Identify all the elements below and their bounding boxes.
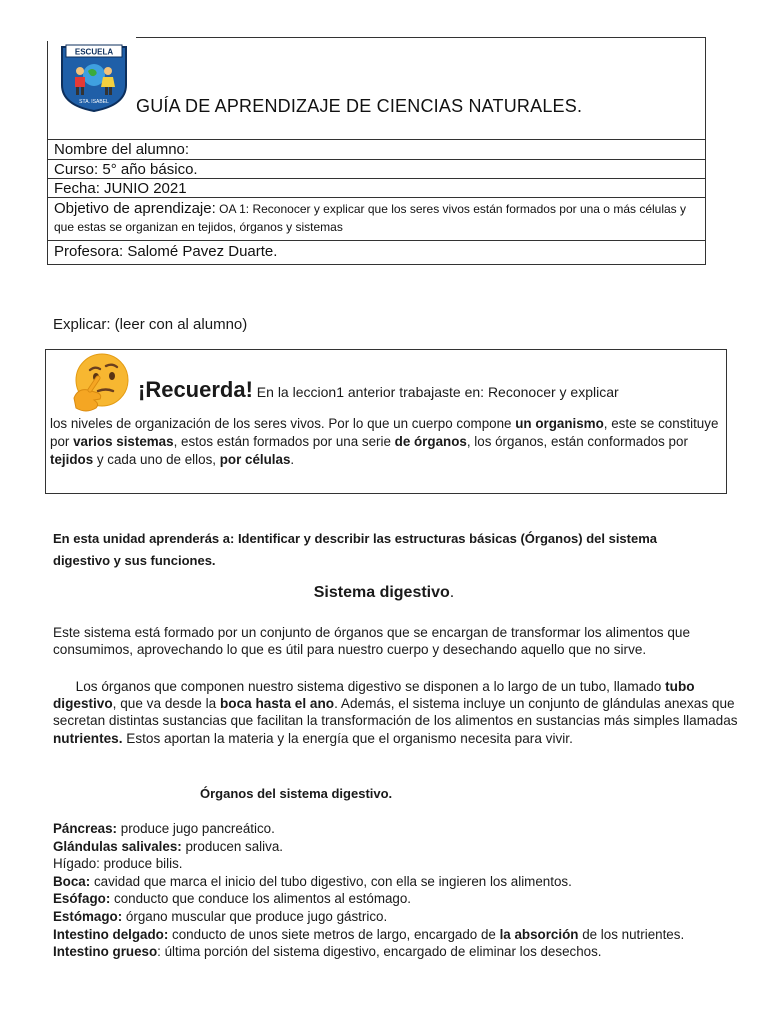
bold-term: boca hasta el ano [220,696,335,712]
student-name-row: Nombre del alumno: [48,140,705,160]
text-fragment: . Además, el sistema incluye un conjunto de glándulas anexas que secretan distintas sustancias que facilitan la transformación de los alimentos en sustancias más simples llamadas [53,696,742,729]
bold-term: nutrientes. [53,730,123,746]
organ-desc: : última porción del sistema digestivo, encargado de eliminar los desechos. [157,944,602,960]
organ-desc: produce jugo pancreático. [117,821,275,836]
list-item [53,890,743,908]
list-item [53,873,743,891]
explicar-heading: Explicar: (leer con al alumno) [53,316,248,333]
organ-name: Estómago: [53,908,123,924]
bold-term: la absorción [499,926,579,942]
organ-name: Intestino grueso [53,944,158,960]
bold-term: de órganos [394,434,467,449]
objective-text: OA 1: Reconocer y explicar que los seres vivos están formados por una o más células y que estas se organizan en tejidos, órganos y sistemas [54,202,687,234]
recuerda-box [45,349,727,494]
organ-name: Hígado: [53,856,100,872]
bold-term: por células [219,452,291,467]
document-title: GUÍA DE APRENDIZAJE DE CIENCIAS NATURALES. [136,96,583,116]
recuerda-paragraph [50,415,722,469]
text-fragment: y cada uno de ellos, [93,452,220,467]
recuerda-title: ¡Recuerda! [138,377,253,402]
list-item [53,820,743,838]
organ-name: Glándulas salivales: [53,838,182,854]
header-table [47,37,706,265]
text-fragment: , los órganos, están conformados por [466,434,688,449]
unit-objective: En esta unidad aprenderás a: Identificar y describir las estructuras básicas (Órganos) del sistema digestivo y sus funciones. [53,531,658,568]
organs-paragraph [53,678,743,747]
section-title-dot: . [449,584,455,601]
organ-desc: conducto de unos siete metros de largo, encargado de [168,926,500,942]
organs-title: Órganos del sistema digestivo. [200,786,393,801]
list-item [53,943,743,961]
teacher-row: Profesora: Salomé Pavez Duarte. [54,243,278,260]
list-item [53,838,743,856]
section-title-text: Sistema digestivo [313,584,450,601]
organ-name: Intestino delgado: [53,926,169,942]
bold-term: un organismo [515,416,604,431]
organ-name: Boca: [53,873,91,889]
organ-name: Esófago: [53,891,111,907]
text-fragment: Los órganos que componen nuestro sistema digestivo se disponen a lo largo de un tubo, llamado [53,679,666,694]
thinking-face-icon [68,350,132,414]
organ-desc: cavidad que marca el inicio del tubo digestivo, con ella se ingieren los alimentos. [90,873,572,889]
recuerda-line [138,377,619,403]
list-item [53,926,743,944]
text-fragment: los niveles de organización de los seres vivos. Por lo que un cuerpo compone [50,416,516,431]
text-fragment: , estos están formados por una serie [173,434,395,449]
intro-paragraph: Este sistema está formado por un conjunto de órganos que se encargan de transformar los alimentos que consumimos, aprovechando lo que es útil para nuestro cuerpo y desechando aquello que no sirve. [53,625,691,657]
recuerda-intro: En la leccion1 anterior trabajaste en: Reconocer y explicar [252,384,619,400]
organ-desc: órgano muscular que produce jugo gástrico. [122,908,388,924]
text-fragment: , que va desde la [112,696,220,712]
organ-desc: de los nutrientes. [578,926,685,942]
list-item [53,855,743,873]
header-title-cell [48,38,705,140]
bold-term: varios sistemas [73,434,174,449]
section-title [0,584,768,602]
organ-desc: conducto que conduce los alimentos al estómago. [110,891,412,907]
course-row: Curso: 5° año básico. [48,160,705,179]
logo-subtext: STA. ISABEL [79,99,109,105]
date-row: Fecha: JUNIO 2021 [48,179,705,198]
organ-desc: produce bilis. [99,856,183,872]
text-fragment: . [290,452,295,467]
bold-term: tejidos [50,452,94,467]
text-fragment: , este se constituye por [50,416,719,449]
text-fragment: Estos aportan la materia y la energía que el organismo necesita para vivir. [122,730,573,746]
organs-list [53,820,743,961]
objective-row [48,198,705,241]
list-item [53,908,743,926]
organ-name: Páncreas: [53,821,118,836]
bold-term: tubo digestivo [53,679,699,712]
school-logo [58,41,130,113]
organ-desc: producen saliva. [181,838,283,854]
objective-label: Objetivo de aprendizaje: [54,200,216,217]
logo-text: ESCUELA [74,47,114,57]
